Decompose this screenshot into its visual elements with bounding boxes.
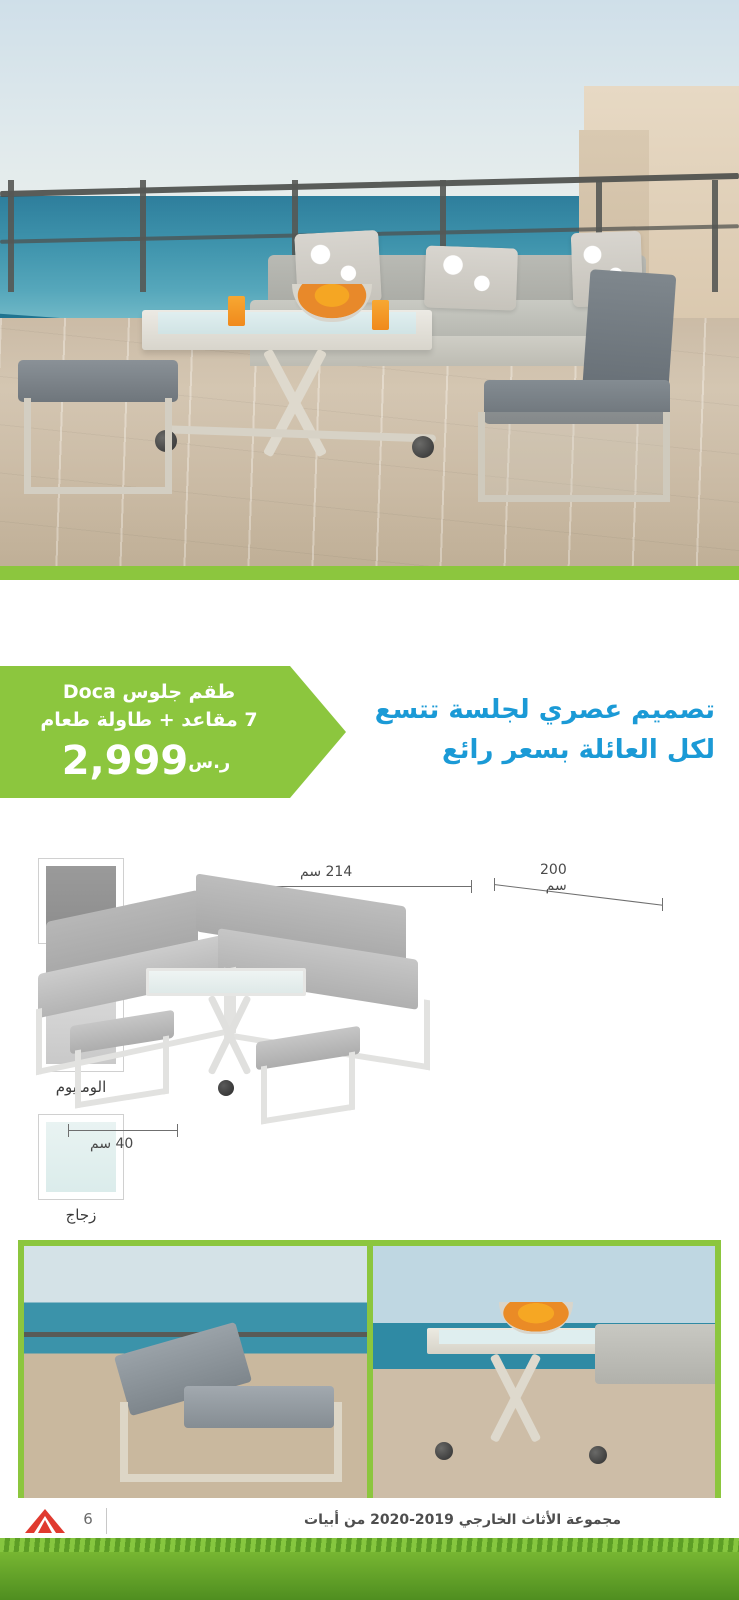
dim-label-214: 214 سم	[300, 864, 353, 880]
juice-glass	[372, 300, 389, 330]
juice-glass	[228, 296, 245, 326]
dim-label-200: 200 سم	[540, 862, 567, 894]
page-number: 6	[83, 1510, 93, 1528]
bottom-photo-strip	[18, 1240, 721, 1508]
diagram-stool	[256, 1026, 360, 1128]
product-name-line2: 7 مقاعد + طاولة طعام	[40, 709, 258, 731]
photo-adjustable-table	[373, 1246, 716, 1502]
headline-line2: لكل العائلة بسعر رائع	[442, 735, 715, 765]
product-name-line1: طقم جلوس Doca	[62, 681, 236, 703]
photo-lounger	[24, 1246, 367, 1502]
footer-caption: مجموعة الأثاث الخارجي 2019-2020 من أبيات	[304, 1512, 621, 1528]
dimension-diagram	[28, 858, 567, 1188]
price-value: 2,999	[61, 738, 189, 784]
swatch-label: الومنيوم	[55, 1078, 107, 1096]
diagram-stool	[70, 1010, 174, 1112]
diagram-table-wheel	[218, 1080, 234, 1096]
footer-divider	[106, 1508, 107, 1534]
footer-grass-band	[0, 1544, 739, 1600]
hero-green-stripe	[0, 566, 739, 580]
currency-label: ر.س	[188, 752, 231, 773]
headline-line1: تصميم عصري لجلسة تتسع	[374, 695, 715, 725]
ottoman-stool	[18, 360, 178, 500]
dim-label-40: 40 سم	[90, 1136, 134, 1152]
lounge-chair	[470, 272, 680, 502]
swatch-label: زجاج	[65, 1206, 97, 1224]
table-wheel	[412, 436, 434, 458]
price-block	[20, 738, 278, 784]
hero-photo	[0, 0, 739, 570]
price-banner	[0, 666, 290, 798]
abyat-logo-icon	[22, 1506, 68, 1536]
headline	[335, 690, 715, 770]
